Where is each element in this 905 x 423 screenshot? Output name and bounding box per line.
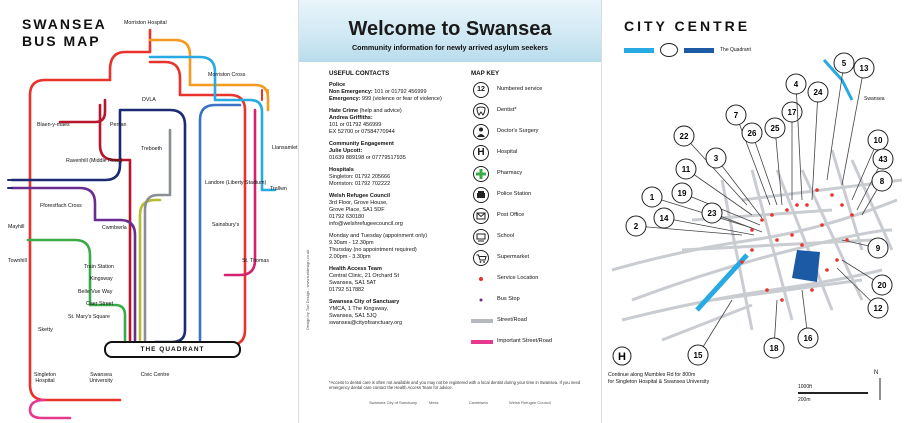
service-location-dot [830,193,834,197]
legend-quadrant-label: The Quadrant [720,47,751,53]
key-row-numbered: 12 Numbered service [471,82,596,100]
purple-dot-icon [477,296,485,304]
numbered-service-label: 3 [713,154,719,163]
mail-icon [473,208,489,224]
grey-line-icon [471,318,493,324]
service-location-dot [820,223,824,227]
service-location-dot [825,268,829,272]
marker-leader-line [812,92,818,200]
key-row-hospital: H Hospital [471,145,596,163]
contact-health-access: Health Access Team Central Clinic, 21 Orchard St Swansea, SA1 5AT 01792 517882 [329,266,399,293]
north-label: N [874,370,879,376]
key-row-post-office: Post Office [471,208,596,226]
stop-townhill: Townhill [8,258,27,264]
numbered-service-label: 20 [877,281,887,290]
contact-refugee-council: Welsh Refugee Council 3rd Floor, Grove House, Grove Place, SA1 5DF 01792 630180 info@welshrefugeecouncil.org [329,193,489,228]
contact-hate-crime: Hate Crime (help and advice) Andrea Griffiths: 101 or 01792 456999 EX 52700 or 07584770944 [329,108,402,135]
service-location-dot [805,203,809,207]
key-row-supermarket: Supermarket [471,250,596,268]
key-row-police: Police Station [471,187,596,205]
numbered-service-label: 5 [841,59,847,68]
bus-map-title-line1: SWANSEA [22,16,107,32]
route-olive [140,200,160,340]
stop-kingsway: Kingsway [90,276,113,282]
service-location-dot [795,203,799,207]
hospital-marker-label: H [618,351,626,363]
numbered-service-label: 26 [747,129,757,138]
swansea-station-label: Swansea [864,96,885,102]
service-location-dot [785,208,789,212]
numbered-service-label: 16 [803,334,813,343]
tooth-icon [473,103,489,119]
service-location-dot [765,288,769,292]
stop-fforestfach: Fforestfach Cross [40,203,82,209]
doctor-icon [473,124,489,140]
stop-train-station: Train Station [84,264,114,270]
bus-map-panel [0,0,298,423]
service-location-dot [770,213,774,217]
marker-leader-line [752,133,777,205]
red-dot-icon [477,275,485,283]
stop-sketty: Sketty [38,327,53,333]
numbered-service-label: 12 [873,304,883,313]
dental-footnote: *Access to dental care is often not available and you may not be registered with a local dentist during your time in Swansea. If you need emergency dental care contact the Health Access Team for advice. [329,380,581,391]
stop-trallwn: Trallwn [270,186,287,192]
stop-st-thomas: St. Thomas [242,258,269,264]
logo-3: Cwmbwrla [469,400,488,405]
bus-route-lines [0,0,298,423]
numbered-service-label: 18 [769,344,779,353]
numbered-service-label: 22 [679,132,689,141]
service-location-dot [750,248,754,252]
contact-community: Community Engagement Julie Upcott: 01639 889198 or 07779517935 [329,141,406,161]
numbered-service-label: 10 [873,136,883,145]
service-location-dot [800,243,804,247]
service-location-dot [810,288,814,292]
logo-1: Swansea City of Sanctuary [369,400,418,405]
city-centre-map [602,0,905,423]
numbered-service-label: 23 [707,209,717,218]
marker-leader-line [796,84,802,200]
key-row-school: School [471,229,596,247]
stop-llansamlet: Llansamlet [272,145,298,151]
stop-mayhill: Mayhill [8,224,25,230]
numbered-service-label: 25 [770,124,780,133]
contact-police: Police Non Emergency: 101 or 01792 456999 Emergency: 999 (violence or fear of violence) [329,82,442,102]
stop-sainsburys: Sainsbury's [212,222,240,228]
stop-swansea-university: Swansea University [89,372,113,384]
stop-st-marys-square: St. Mary's Square [68,314,110,320]
route-pink [30,400,70,418]
service-location-dot [780,298,784,302]
key-row-important-street: Important Street/Road [471,334,596,352]
stop-dvla: DVLA [142,97,156,103]
numbered-service-icon: 12 [473,82,489,98]
city-centre-title: CITY CENTRE [624,18,751,34]
partner-logos [369,400,599,414]
key-row-pharmacy: Pharmacy [471,166,596,184]
contact-hospitals: Hospitals Singleton: 01792 205666 Morriston: 01792 702222 [329,167,391,187]
page-subtitle: Community information for newly arrived asylum seekers [351,43,549,52]
stop-morriston-cross: Morriston Cross [208,72,246,78]
map-key-heading: MAP KEY [471,70,500,77]
numbered-service-label: 24 [813,88,823,97]
stop-cwmbwrla: Cwmbwrla [102,225,127,231]
key-row-dentist: Dentist* [471,103,596,121]
service-location-dot [840,203,844,207]
hospital-icon: H [473,145,489,161]
numbered-service-label: 7 [733,111,739,120]
bus-map-title-line2: BUS MAP [22,33,101,49]
key-row-bus-stop: Bus Stop [471,292,596,310]
stop-treboeth: Treboeth [141,146,163,152]
info-panel [298,0,602,423]
marker-leader-line [636,226,742,235]
numbered-service-label: 17 [787,108,797,117]
city-centre-panel: CITY CENTRE The Quadrant 2 1 14 19 23 22 11 3 7 26 25 17 4 24 5 13 10 43 8 9 20 12 16 18 15 H N Swansea Continue along Mumbles Rd for 800m for Singleton Hospital & Swansea University 1000ft 200m [602,0,905,423]
numbered-service-label: 9 [875,244,881,253]
numbered-service-label: 1 [649,193,655,202]
route-grey [145,130,170,340]
numbered-service-label: 13 [859,64,869,73]
stop-caer-street: Caer Street [86,301,114,307]
contact-sanctuary: Swansea City of Sanctuary YMCA, 1 The Kingsway, Swansea, SA1 5JQ swansea@cityofsanctuary.org [329,299,489,327]
stop-the-quadrant: THE QUADRANT [140,346,205,353]
route-navy [12,110,185,342]
school-icon [473,229,489,245]
numbered-service-label: 11 [681,165,691,174]
refugee-email-link[interactable]: info@welshrefugeecouncil.org [329,221,403,227]
stop-singleton-hospital: Singleton Hospital [33,372,57,384]
street-grid [612,150,902,340]
service-location-dot [845,238,849,242]
main-road-blue [697,255,747,310]
numbered-service-label: 8 [879,177,885,186]
pink-line-icon [471,339,493,345]
numbered-service-label: 2 [633,222,639,231]
contacts-heading: USEFUL CONTACTS [329,70,390,77]
numbered-service-label: 19 [677,189,687,198]
stop-ravenhill: Ravenhill (Middle Road) [66,158,123,164]
stop-belle-vue-way: Belle Vue Way [78,289,113,295]
service-location-dot [740,260,744,264]
service-location-dot [750,228,754,232]
stop-civic-centre: Civic Centre [140,372,170,378]
pharmacy-cross-icon [473,166,489,182]
marker-leader-line [775,128,782,205]
stop-penlan: Penlan [110,122,127,128]
design-credit: Design by Turi Design - www.turidesign.co.uk [305,249,310,330]
stop-landore: Landore (Liberty Stadium) [205,180,267,186]
service-location-dot [760,218,764,222]
contacts-list [329,82,489,332]
stop-blaen-y-maes: Blaen-y-maes [37,122,70,128]
header-banner [299,0,601,62]
service-location-dot [850,213,854,217]
sanctuary-email-link[interactable]: swansea@cityofsanctuary.org [329,320,403,326]
route-magenta [225,110,255,275]
key-row-service-location: Service Location [471,271,596,289]
quadrant-block [792,250,820,282]
police-icon [473,187,489,203]
opening-hours: Monday and Tuesday (appoinment only) 9.30am - 12.30pm Thursday (no appointment required) 2.00pm - 3.30pm [329,233,428,260]
service-location-dot [815,188,819,192]
numbered-service-label: 4 [793,80,799,89]
service-location-dot [790,233,794,237]
key-row-street: Street/Road [471,313,596,331]
service-location-dot [835,258,839,262]
numbered-service-label: 43 [878,155,888,164]
service-location-dot [775,238,779,242]
logo-4: Welsh Refugee Council [509,400,551,405]
logo-2: Mess [429,400,439,405]
key-row-doctor: Doctor's Surgery [471,124,596,142]
numbered-service-label: 15 [693,351,703,360]
page-title: Welcome to Swansea [348,18,552,40]
numbered-service-label: 14 [659,214,669,223]
stop-morriston-hospital: Morriston Hospital [124,20,167,26]
route-dark-red [60,100,105,122]
continue-note: Continue along Mumbles Rd for 800m for Singleton Hospital & Swansea University [608,372,710,385]
cart-icon [473,250,489,266]
